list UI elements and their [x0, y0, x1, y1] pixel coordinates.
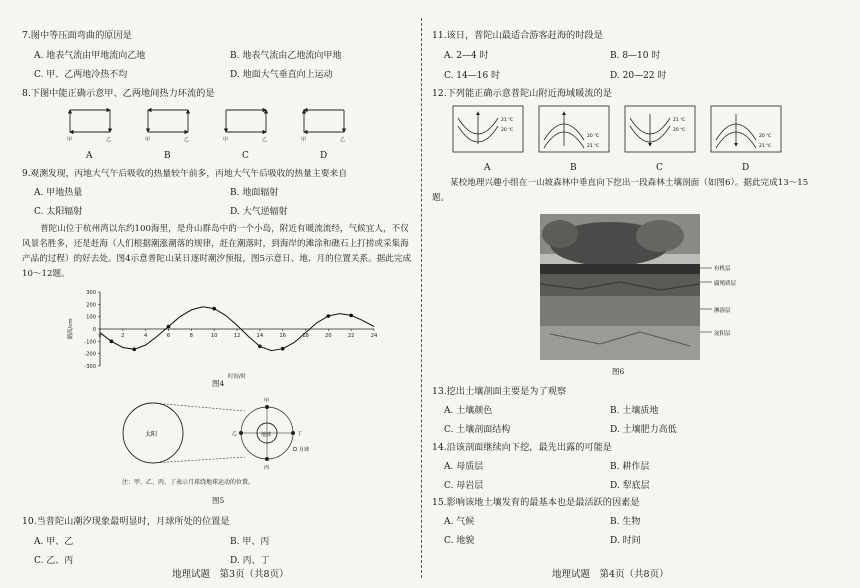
q12-current-diagrams: [452, 104, 782, 156]
layer-humus: 腐殖质层: [714, 281, 737, 287]
q8-label: 乙: [106, 137, 112, 143]
svg-text:20 ℃: 20 ℃: [673, 128, 686, 133]
x-tick-label: 20: [325, 333, 332, 339]
q14-option-c: C. 母岩层: [444, 481, 484, 491]
q9-option-d: D. 大气逆辐射: [230, 207, 288, 217]
q8-diagram-d: [304, 110, 344, 132]
q10-option-d: D. 丙、丁: [230, 556, 270, 566]
svg-text:21 ℃: 21 ℃: [501, 118, 514, 123]
passage-putuo: 普陀山位于杭州湾以东约100海里，是舟山群岛中的一个小岛，附近有暖流流经，气候宜人，不仅风景名胜多，还是赶海（人们根据潮涨潮落的规律，赶在潮落时，到海岸的滩涂和礁石上打捞或采集海产品的过程）的好去处。图4示意普陀山某日逐时潮汐预报，图5示意日、地、月的位置关系。据此完成10～12题。: [22, 224, 412, 279]
layer-organic: 有机层: [714, 266, 731, 272]
q12-option-b: B: [570, 163, 577, 173]
footer-page-3: 地理试题 第3页（共8页）: [172, 569, 289, 580]
passage-soil: 某校地理兴趣小组在一山坡森林中垂直向下挖出一段森林土壤剖面（如图6）。据此完成13～15题。: [432, 178, 809, 203]
fig6-soil-photo: [540, 214, 700, 360]
x-axis-label: 时间/时: [227, 374, 247, 380]
layer-eluvial: 淋溶层: [714, 308, 731, 314]
x-tick-label: 16: [279, 333, 286, 339]
q8-label: 甲: [223, 137, 229, 143]
y-tick-label: 300: [86, 290, 96, 296]
tide-point: [258, 344, 262, 348]
q8-label: 甲: [301, 137, 307, 143]
y-tick-label: 100: [86, 314, 96, 321]
q13-option-a: A. 土壤颜色: [444, 406, 493, 416]
y-tick-label: -300: [84, 364, 96, 370]
tide-point: [327, 314, 331, 318]
page-divider: [421, 18, 423, 578]
y-tick-label: -200: [84, 351, 96, 358]
tide-point: [167, 325, 171, 329]
tide-point: [132, 348, 136, 352]
q8-label: 甲: [67, 137, 73, 143]
q13-option-d: D. 土壤肥力高低: [610, 425, 677, 435]
svg-text:21 ℃: 21 ℃: [673, 118, 686, 123]
q10-option-a: A. 甲、乙: [34, 537, 74, 547]
x-tick-label: 18: [302, 333, 309, 339]
tide-point: [281, 347, 285, 351]
q8-option-d: D: [320, 151, 328, 161]
q8-option-c: C: [242, 151, 249, 161]
y-axis-label: 潮高/cm: [68, 318, 74, 340]
q8-label: 乙: [340, 137, 346, 143]
tide-point: [212, 307, 216, 311]
footer-page-4: 地理试题 第4页（共8页）: [552, 569, 669, 580]
fig6-layer-labels: [700, 214, 770, 360]
q7-option-a: A. 地表气流由甲地流向乙地: [34, 51, 146, 61]
x-tick-label: 8: [189, 333, 193, 339]
fig5-caption: 图5: [212, 496, 225, 505]
q11-option-c: C. 14—16 时: [444, 71, 501, 81]
q8-option-b: B: [164, 151, 171, 161]
moon-legend: 月球: [299, 447, 310, 453]
left-page: [22, 0, 422, 588]
q8-diagram-a: [70, 110, 110, 132]
q15-option-a: A. 气候: [444, 517, 475, 527]
q15-option-b: B. 生物: [610, 517, 641, 527]
q14-stem: 14.沿该剖面继续向下挖，最先出露的可能是: [432, 442, 612, 453]
pos-yi: 乙: [232, 431, 238, 437]
q11-option-a: A. 2—4 时: [444, 51, 489, 61]
x-tick-label: 2: [121, 333, 125, 339]
pos-bing: 丙: [264, 465, 270, 471]
svg-text:20 ℃: 20 ℃: [587, 134, 600, 139]
q12-option-c: C: [656, 163, 663, 173]
q10-option-b: B. 甲、丙: [230, 537, 270, 547]
q14-option-d: D. 犁底层: [610, 481, 650, 491]
q7-option-b: B. 地表气流由乙地流向甲地: [230, 51, 342, 61]
q8-label: 乙: [184, 137, 190, 143]
x-tick-label: 6: [166, 333, 171, 339]
x-tick-label: 24: [370, 333, 378, 339]
svg-text:21 ℃: 21 ℃: [587, 144, 600, 149]
tide-point: [110, 340, 114, 344]
svg-text:21 ℃: 21 ℃: [759, 144, 772, 149]
q13-option-b: B. 土壤质地: [610, 406, 659, 416]
x-tick-label: 22: [347, 333, 355, 339]
q9-stem: 9.观测发现，丙地大气午后吸收的热量较午前多，丙地大气午后吸收的热量主要来自: [22, 169, 348, 179]
q12-diagram-b: [539, 106, 609, 152]
q9-option-c: C. 太阳辐射: [34, 207, 83, 217]
q12-stem: 12.下列能正确示意普陀山附近海域暖流的是: [432, 88, 612, 99]
q12-diagram-d: [711, 106, 781, 152]
q8-diagrams: [62, 104, 372, 144]
svg-text:20 ℃: 20 ℃: [501, 128, 514, 133]
q8-label: 乙: [262, 137, 268, 143]
q7-option-d: D. 地面大气垂直向上运动: [230, 70, 333, 80]
right-page: [432, 0, 832, 588]
pos-ding: 丁: [297, 431, 303, 437]
q11-option-d: D. 20—22 时: [610, 71, 667, 81]
q14-option-a: A. 母质层: [444, 462, 484, 472]
y-tick-label: 0: [92, 327, 96, 333]
pos-jia: 甲: [264, 398, 270, 404]
sun-label: 太阳: [145, 431, 158, 438]
q11-option-b: B. 8—10 时: [610, 51, 661, 61]
x-tick-label: 0: [98, 333, 102, 339]
tide-point: [349, 314, 353, 318]
q10-option-c: C. 乙、丙: [34, 556, 74, 566]
q8-stem: 8.下图中能正确示意甲、乙两地间热力环流的是: [22, 88, 215, 99]
earth-label: 地球: [261, 432, 272, 438]
q7-option-c: C. 甲、乙两地冷热不均: [34, 70, 128, 80]
q8-diagram-c: [226, 110, 266, 132]
q14-option-b: B. 耕作层: [610, 462, 650, 472]
q15-option-c: C. 地貌: [444, 536, 475, 546]
fig5-note: 注：甲、乙、丙、丁表示月球绕地球运动的位置。: [122, 479, 255, 486]
q10-stem: 10.当普陀山潮汐现象最明显时，月球所处的位置是: [22, 516, 230, 527]
q13-option-c: C. 土壤剖面结构: [444, 425, 511, 435]
x-tick-label: 14: [256, 333, 264, 339]
q15-stem: 15.影响该地土壤发育的最基本也是最活跃的因素是: [432, 497, 640, 508]
fig5-sun-earth-moon: [117, 391, 317, 481]
q12-diagram-c: [625, 106, 695, 152]
q8-label: 甲: [145, 137, 151, 143]
q12-option-d: D: [742, 163, 750, 173]
q12-diagram-a: [453, 106, 523, 152]
q7-stem: 7.图中等压面弯曲的原因是: [22, 30, 132, 41]
q9-option-a: A. 甲地热量: [34, 188, 83, 198]
x-tick-label: 4: [144, 333, 148, 339]
q8-diagram-b: [148, 110, 188, 132]
x-tick-label: 10: [210, 333, 218, 339]
y-tick-label: -100: [84, 339, 96, 346]
y-tick-label: 200: [86, 302, 96, 309]
layer-illuvial: 淀积层: [714, 331, 731, 337]
q15-option-d: D. 时间: [610, 536, 641, 546]
q12-option-a: A: [484, 163, 491, 173]
fig4-caption: 图4: [212, 379, 225, 388]
fig4-tide-chart: [62, 288, 382, 382]
svg-text:20 ℃: 20 ℃: [759, 134, 772, 139]
q13-stem: 13.挖出土壤剖面主要是为了观察: [432, 386, 567, 397]
fig6-caption: 图6: [612, 367, 625, 376]
x-tick-label: 12: [233, 333, 241, 339]
q8-option-a: A: [86, 151, 93, 161]
q9-option-b: B. 地面辐射: [230, 188, 279, 198]
q11-stem: 11.该日，普陀山最适合游客赶海的时段是: [432, 30, 603, 41]
